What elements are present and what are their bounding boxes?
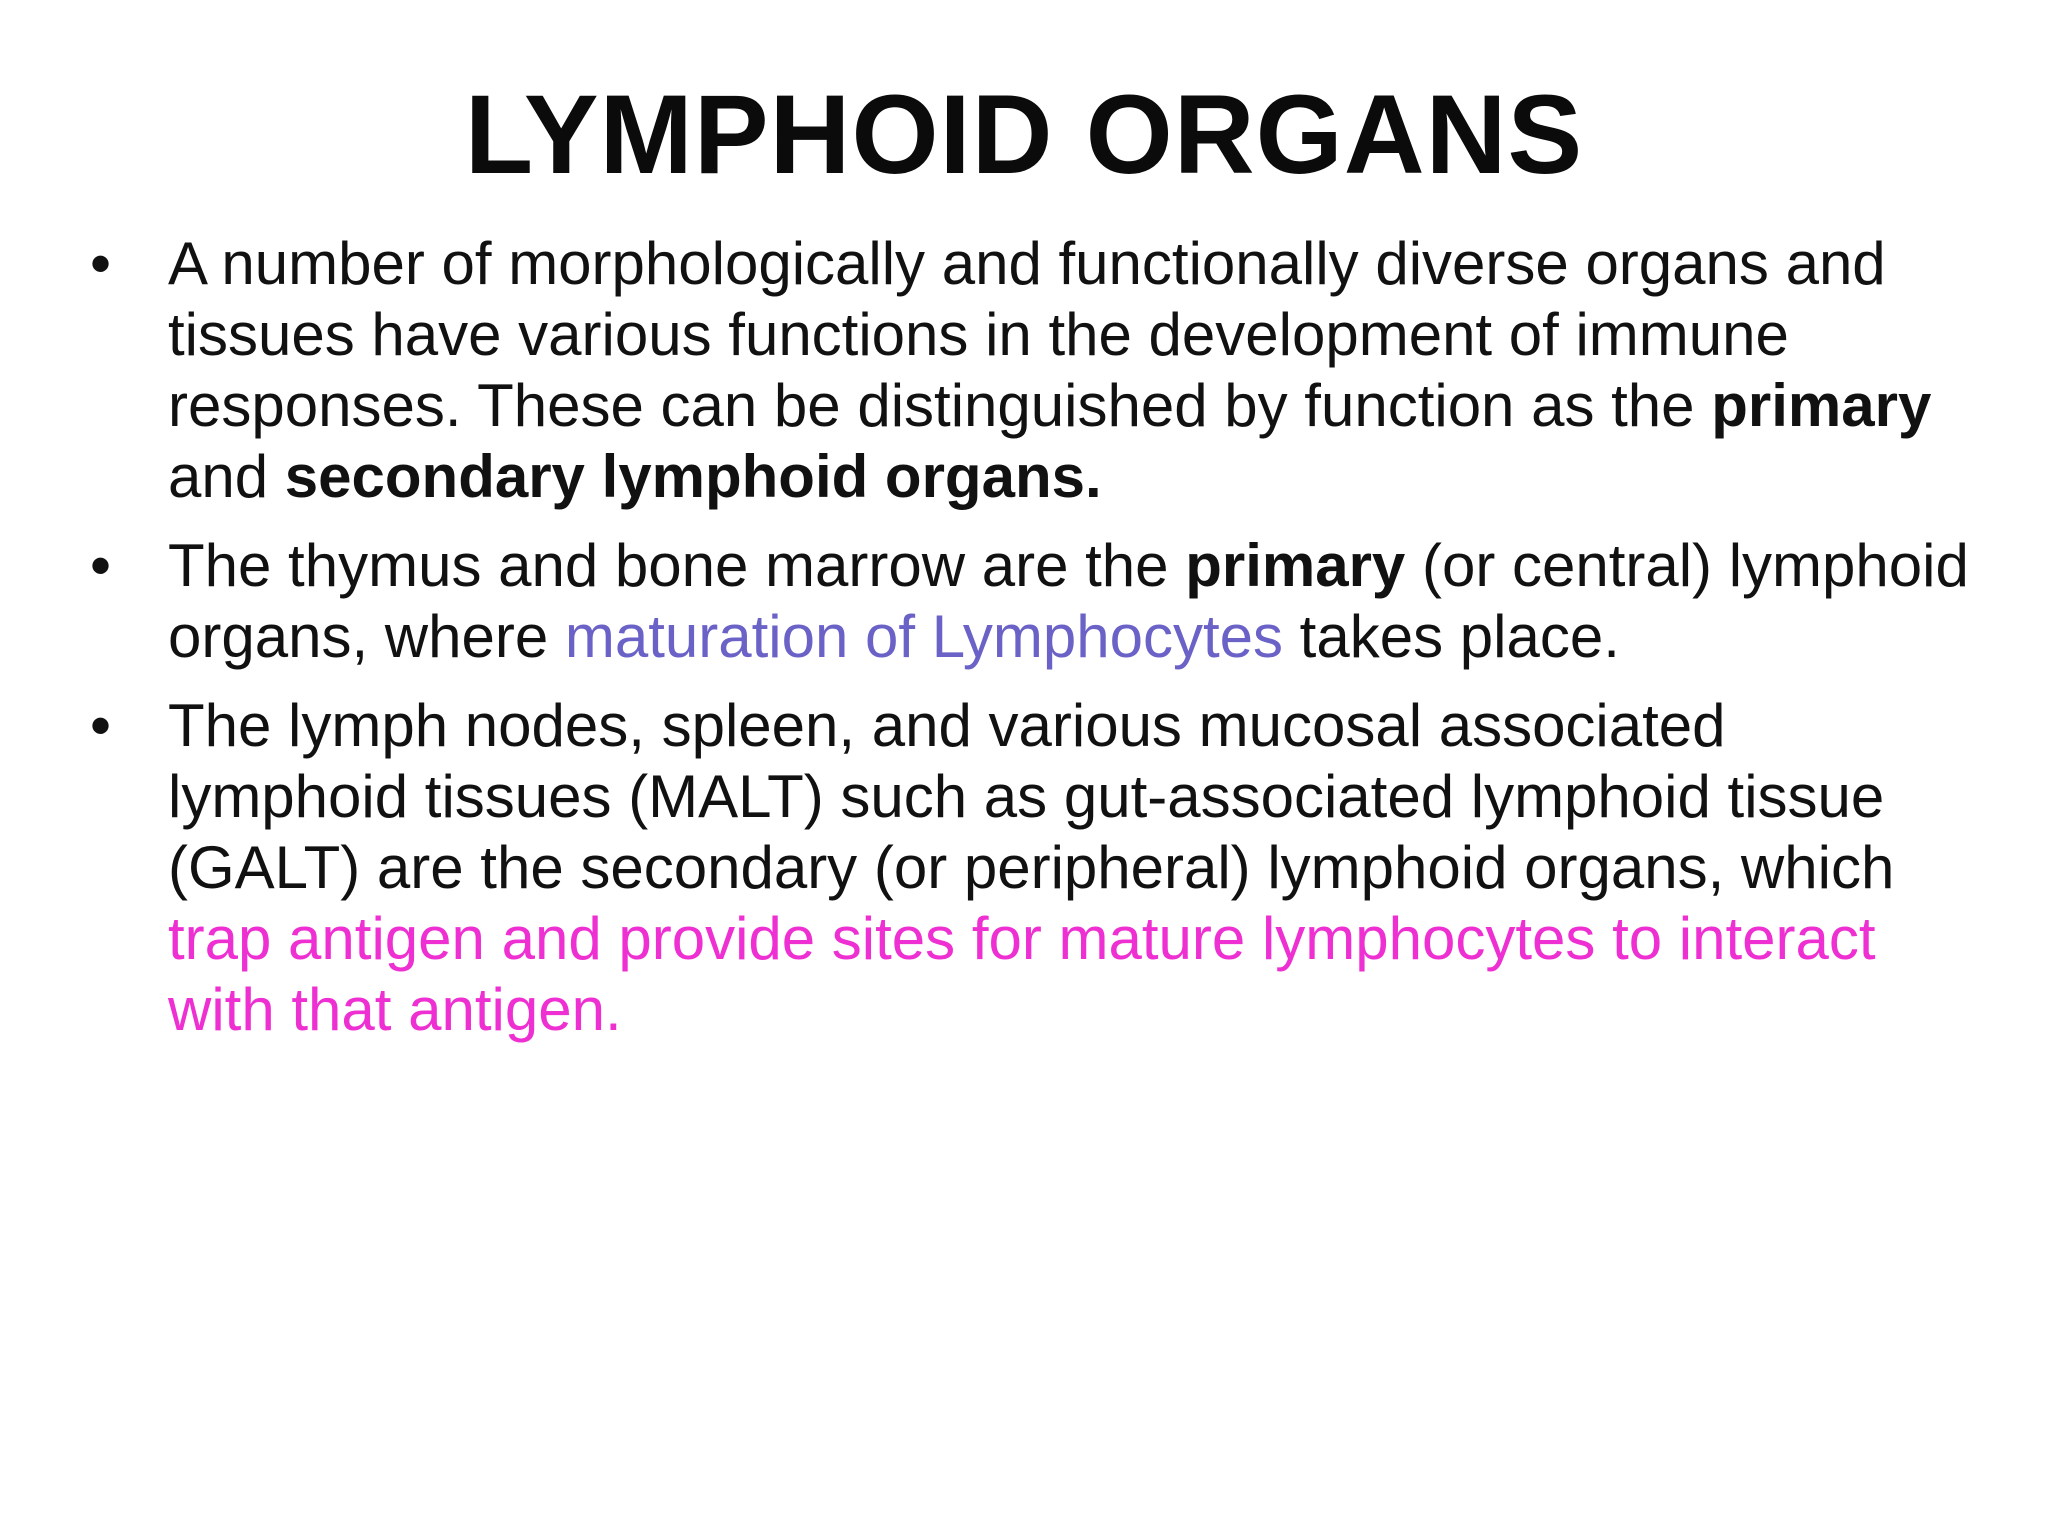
bullet-3-highlight: trap antigen and provide sites for mature lymphocytes to interact with that antigen.: [168, 905, 1876, 1043]
bullet-item-1: [82, 228, 1982, 512]
slide-title: LYMPHOID ORGANS: [464, 72, 1584, 197]
bullet-1-primary: primary: [1711, 372, 1932, 439]
bullet-2-primary: primary: [1185, 532, 1406, 599]
bullet-list: [82, 228, 1982, 1063]
bullet-dot-icon: •: [90, 230, 112, 297]
bullet-2-end: takes place.: [1283, 603, 1620, 670]
bullet-1-and: and: [168, 443, 285, 510]
bullet-3-text: The lymph nodes, spleen, and various mucosal associated lymphoid tissues (MALT) such as gut-associated lymphoid tissue (GALT) are the secondary (or peripheral) lymphoid organs, which: [168, 692, 1895, 901]
bullet-1-text: A number of morphologically and functionally diverse organs and tissues have various functions in the development of immune responses. These can be distinguished by function as the: [168, 230, 1886, 439]
bullet-1-secondary: secondary lymphoid organs.: [284, 443, 1102, 510]
bullet-dot-icon: •: [90, 692, 112, 759]
bullet-2-maturation: maturation of Lymphocytes: [564, 603, 1284, 670]
bullet-item-3: [82, 690, 1982, 1045]
bullet-dot-icon: •: [90, 532, 112, 599]
bullet-item-2: [82, 530, 1982, 672]
bullet-2-text: The thymus and bone marrow are the: [168, 532, 1186, 599]
bullet-2-central: (or central) lymphoid organs, where: [168, 532, 1969, 670]
